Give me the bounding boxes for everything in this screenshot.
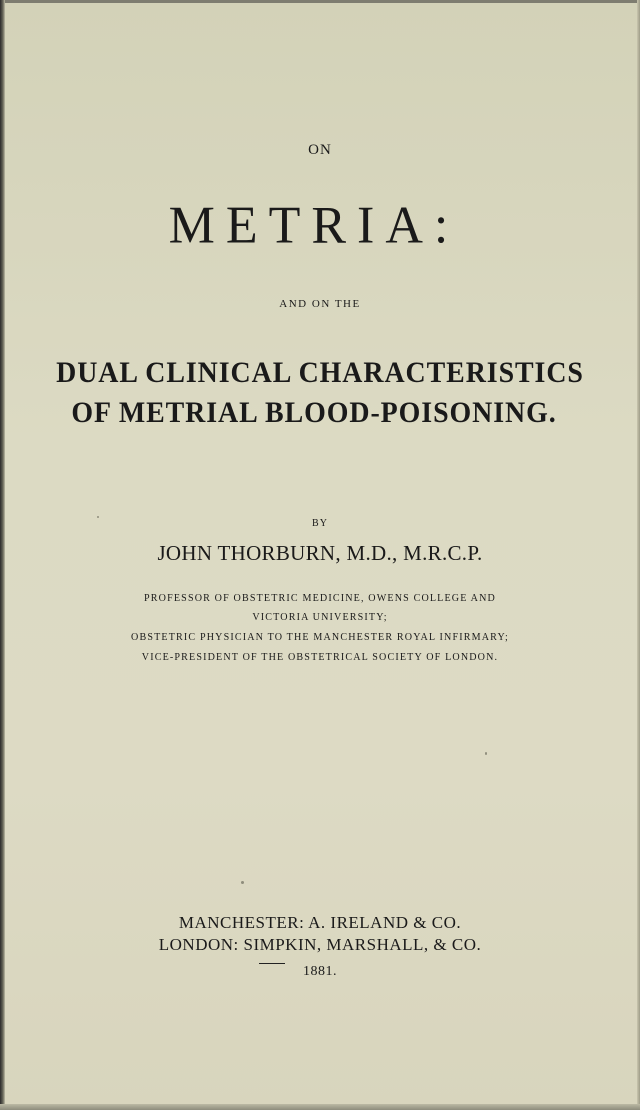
author-credential: VICE-PRESIDENT OF THE OBSTETRICAL SOCIETY OF LONDON.	[141, 652, 499, 663]
paper-fleck	[485, 752, 487, 755]
page-edge-bottom	[0, 1104, 640, 1110]
author-credential: VICTORIA UNIVERSITY;	[252, 612, 388, 623]
author-credential: OBSTETRIC PHYSICIAN TO THE MANCHESTER ROYAL INFIRMARY;	[131, 632, 509, 643]
paper-fleck	[241, 881, 244, 884]
subtitle-line-1: DUAL CLINICAL CHARACTERISTICS	[56, 356, 584, 389]
subtitle-line-2: OF METRIAL BLOOD-POISONING.	[71, 396, 557, 429]
publication-year: 1881.	[303, 964, 337, 979]
author-credential: PROFESSOR OF OBSTETRIC MEDICINE, OWENS COLLEGE AND	[144, 593, 496, 604]
main-title: METRIA:	[168, 196, 460, 255]
publisher-line: LONDON: SIMPKIN, MARSHALL, & CO.	[158, 935, 482, 954]
page-edge-top	[0, 0, 640, 3]
heading-on: ON	[308, 142, 332, 158]
author-name: JOHN THORBURN, M.D., M.R.C.P.	[157, 541, 483, 565]
publisher-line: MANCHESTER: A. IRELAND & CO.	[178, 913, 462, 932]
connector-text: AND ON THE	[279, 298, 361, 310]
by-label: BY	[312, 518, 328, 529]
